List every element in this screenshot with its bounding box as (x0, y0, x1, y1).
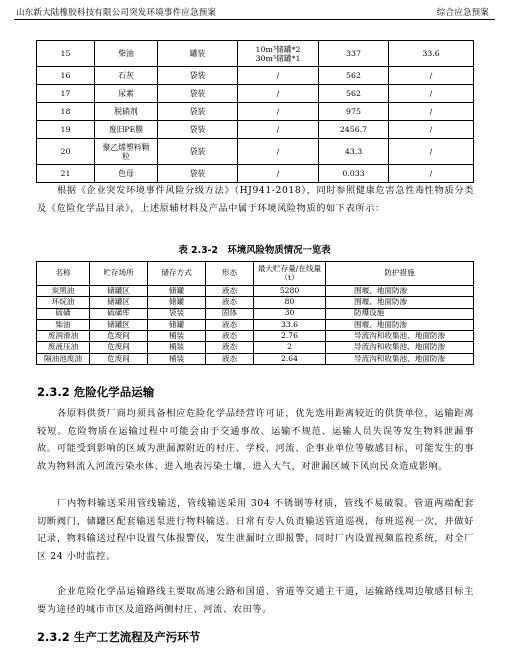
cell-index: 20 (37, 139, 95, 165)
cell-max-storage: 33.6 (254, 319, 326, 330)
cell-amount: 562 (319, 85, 389, 103)
cell-risk-amount: / (389, 67, 474, 85)
column-header: 储存方式 (148, 262, 206, 286)
cell-spec (238, 139, 319, 165)
cell-index: 18 (37, 103, 95, 121)
cell-spec-line: / (276, 125, 280, 134)
cell-index: 15 (37, 41, 95, 67)
cell-spec (238, 103, 319, 121)
section-heading-transport: 2.3.2 危险化学品运输 (37, 385, 155, 399)
cell-state: 液态 (206, 342, 254, 353)
cell-risk-amount: / (389, 165, 474, 183)
cell-protection: 防爆设施 (326, 308, 474, 319)
cell-amount: 2456.7 (319, 121, 389, 139)
cell-index: 17 (37, 85, 95, 103)
cell-substance: 炭黑油 (37, 286, 90, 297)
transport-paragraph-3: 企业危险化学品运输路线主要取高速公路和国道、省道等交通主干道，运输路线周边敏感目标主要为途径的城市市区及道路两侧村庄、河流、农田等。 (37, 586, 474, 615)
cell-state: 液态 (206, 353, 254, 364)
cell-protection: 导流沟和收集池、地面防渗 (326, 331, 474, 342)
cell-spec (238, 85, 319, 103)
cell-name: 尿素 (95, 85, 158, 103)
transport-paragraph-1: 各原料供货厂商均须具备相应危险化学品经营许可证，优先选用距离较近的供货单位，运输距离较短。危险物质在运输过程中可能会由于交通事故、运输不规范、运输人员失误等发生物料泄漏事故。可能受到影响的区域为泄漏源附近的村庄、学校、河流、企事业单位等敏感目标，可能发生的事故为物料流入河流污染水体、进入地表污染土壤，进入大气，对泄漏区域下风向民众造成影响。 (37, 408, 474, 472)
cell-substance: 环烷油 (37, 297, 90, 308)
cell-spec (238, 165, 319, 183)
cell-package: 罐装 (158, 41, 238, 67)
materials-table (36, 40, 474, 183)
cell-protection: 围堰、地面防渗 (326, 297, 474, 308)
cell-name: 废旧PE膜 (95, 121, 158, 139)
table-row (37, 121, 474, 139)
cell-protection: 围堰、地面防渗 (326, 319, 474, 330)
cell-amount: 0.033 (319, 165, 389, 183)
cell-state: 液态 (206, 319, 254, 330)
table-row (37, 342, 474, 353)
column-header: 贮存场所 (90, 262, 148, 286)
cell-index: 16 (37, 67, 95, 85)
cell-spec-line: / (276, 107, 280, 116)
cell-amount: 562 (319, 67, 389, 85)
cell-protection: 导流沟和收集池、地面防渗 (326, 353, 474, 364)
cell-max-storage: 30 (254, 308, 326, 319)
cell-substance: 硫磺 (37, 308, 90, 319)
cell-index: 21 (37, 165, 95, 183)
cell-max-storage: 80 (254, 297, 326, 308)
column-header: 防护措施 (326, 262, 474, 286)
cell-storage-method: 袋装 (148, 308, 206, 319)
cell-protection: 导流沟和收集池、地面防渗 (326, 342, 474, 353)
cell-package: 袋装 (158, 139, 238, 165)
cell-risk-amount: / (389, 103, 474, 121)
cell-amount: 337 (319, 41, 389, 67)
cell-substance: 柴油 (37, 319, 90, 330)
cell-max-storage: 2 (254, 342, 326, 353)
cell-storage-place: 储罐区 (90, 319, 148, 330)
cell-risk-amount: / (389, 121, 474, 139)
cell-state: 固体 (206, 308, 254, 319)
cell-name-line: 粒 (122, 151, 130, 161)
cell-storage-method: 储罐 (148, 286, 206, 297)
cell-risk-amount: / (389, 85, 474, 103)
risk-classification-paragraph: 根据《企业突发环境事件风险分级方法》（HJ941-2018），同时参照健康危害急性毒性物质分类及《危险化学品目录》，上述原辅材料及产品中属于环境风险物质的如下表所示： (37, 185, 474, 214)
cell-storage-method: 桶装 (148, 331, 206, 342)
cell-storage-place: 危废间 (90, 331, 148, 342)
table-row (37, 297, 474, 308)
cell-storage-place: 储罐区 (90, 286, 148, 297)
cell-substance: 废液压油 (37, 342, 90, 353)
table-row (37, 353, 474, 364)
cell-max-storage: 2.64 (254, 353, 326, 364)
cell-state: 液态 (206, 331, 254, 342)
cell-storage-method: 桶装 (148, 353, 206, 364)
cell-name-line: 聚乙烯塑料颗 (102, 142, 150, 152)
cell-name: 脱硝剂 (95, 103, 158, 121)
cell-name: 柴油 (95, 41, 158, 67)
cell-index: 19 (37, 121, 95, 139)
cell-risk-amount: 33.6 (389, 41, 474, 67)
page-header (14, 4, 495, 20)
cell-storage-place: 危废间 (90, 353, 148, 364)
table-row (37, 67, 474, 85)
cell-package: 袋装 (158, 67, 238, 85)
cell-package: 袋装 (158, 165, 238, 183)
cell-spec (238, 41, 319, 67)
cell-max-storage: 2.76 (254, 331, 326, 342)
table-row (37, 41, 474, 67)
cell-substance: 隔油池废油 (37, 353, 90, 364)
cell-spec-line: / (276, 71, 280, 80)
table-row (37, 165, 474, 183)
cell-storage-method: 储罐 (148, 297, 206, 308)
cell-name: 石灰 (95, 67, 158, 85)
risk-substance-table (36, 261, 474, 365)
cell-risk-amount: / (389, 139, 474, 165)
table-caption: 表 2.3-2 环境风险物质情况一览表 (178, 245, 331, 256)
column-header: 最大贮存量/在线量（t） (254, 262, 326, 286)
transport-paragraph-2: 厂内物料输送采用管线输送，管线输送采用 304 不锈钢等材质，管线不易破裂。管道两端配套切断阀门，储罐区配套输送泵进行物料输送。日常有专人负责输送管道巡视，每班巡视一次，并做好记录，物料输送过程中设置气体报警仪，发生泄漏时立即报警，同时厂内设置视频监控系统，对全厂区 24 小时监控。 (37, 498, 474, 562)
table-header-row (37, 262, 474, 286)
cell-name (95, 139, 158, 165)
cell-storage-place: 危废间 (90, 342, 148, 353)
cell-storage-place: 储罐区 (90, 297, 148, 308)
cell-spec (238, 121, 319, 139)
column-header: 名称 (37, 262, 90, 286)
cell-storage-method: 储罐 (148, 319, 206, 330)
table-row (37, 85, 474, 103)
cell-substance: 废润滑油 (37, 331, 90, 342)
header-document-title: 山东新大陆橡胶科技有限公司突发环境事件应急预案 (16, 8, 217, 18)
cell-amount: 43.3 (319, 139, 389, 165)
cell-state: 液态 (206, 286, 254, 297)
column-header: 形态 (206, 262, 254, 286)
cell-name: 色母 (95, 165, 158, 183)
cell-max-storage: 5280 (254, 286, 326, 297)
table-row (37, 286, 474, 297)
table-row (37, 103, 474, 121)
cell-spec (238, 67, 319, 85)
cell-storage-method: 桶装 (148, 342, 206, 353)
cell-spec-line: / (276, 89, 280, 98)
cell-package: 袋装 (158, 121, 238, 139)
header-section-name: 综合应急预案 (436, 8, 489, 18)
cell-package: 袋装 (158, 103, 238, 121)
cell-package: 袋装 (158, 85, 238, 103)
cell-spec-line: / (276, 147, 280, 156)
header-rule (14, 19, 495, 20)
table-row (37, 139, 474, 165)
cell-spec-line: 10m³储罐*2 (255, 44, 301, 54)
cell-spec-line: / (276, 169, 280, 178)
cell-spec-line: 30m³储罐*1 (255, 53, 301, 63)
cell-state: 液态 (206, 297, 254, 308)
cell-storage-place: 硫磺库 (90, 308, 148, 319)
table-row (37, 331, 474, 342)
section-heading-process: 2.3.2 生产工艺流程及产污环节 (37, 630, 201, 644)
cell-protection: 围堰、地面防渗 (326, 286, 474, 297)
cell-amount: 975 (319, 103, 389, 121)
table-row (37, 308, 474, 319)
table-row (37, 319, 474, 330)
